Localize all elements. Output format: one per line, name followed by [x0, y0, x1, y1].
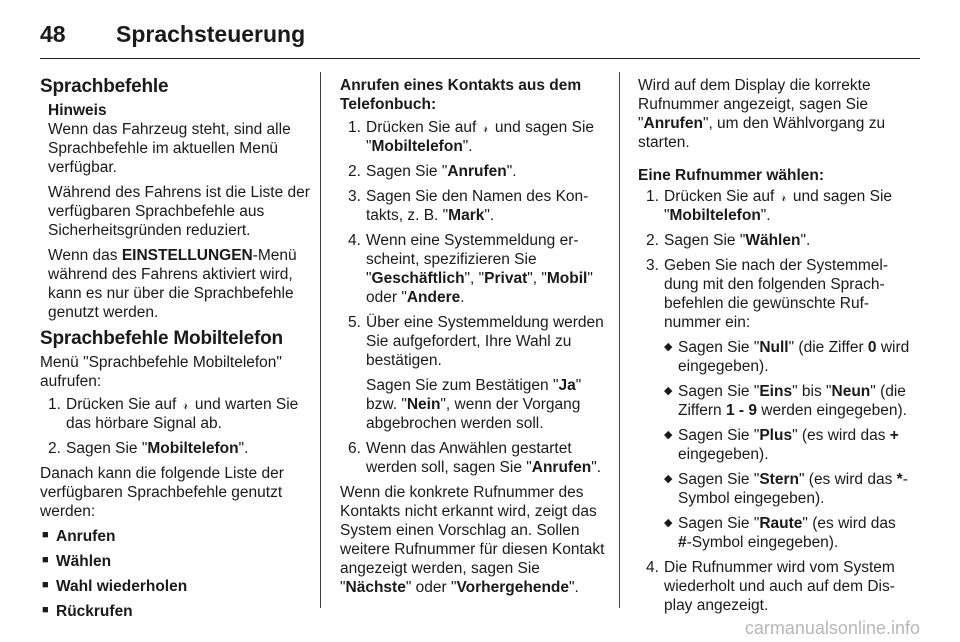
list-item: 1. Drücken Sie auf 𝓇 und sagen Sie "Mobiltelefon". — [646, 188, 893, 224]
note-text: Während des Fahrens ist die Liste der verfügbaren Sprachbefehle aus Sicherheitsgründen reduziert. — [48, 184, 310, 239]
note-title: Hinweis — [48, 102, 107, 119]
list-item: ◆ Sagen Sie "Eins" bis "Neun" (die Ziffern 1 - 9 werden eingegeben). — [664, 382, 910, 420]
list-item: 2. Sagen Sie "Wählen". — [646, 232, 811, 249]
command-list — [40, 527, 310, 621]
page-number: 48 — [40, 20, 66, 47]
list-item: 6. Wenn das Anwählen gestartet werden soll, sagen Sie "Anrufen". — [348, 440, 601, 476]
list-item: ◆ Sagen Sie "Raute" (es wird das #-Symbol eingegeben). — [664, 514, 910, 552]
digit-command-list — [664, 338, 910, 552]
voice-control-icon: 𝓇 — [482, 120, 489, 135]
steps-list — [638, 187, 910, 615]
chapter-title: Sprachsteuerung — [116, 20, 306, 47]
voice-control-icon: 𝓇 — [182, 397, 189, 412]
body-text: Wenn die konkrete Rufnummer des Kontakts nicht erkannt wird, zeigt das System einen Vorschlag an. Sollen weitere Rufnummer für diesen Kontakt angezeigt werden, sagen Sie "Nächste" oder "Vorhergehende". — [340, 484, 605, 596]
column-divider-1 — [320, 72, 321, 608]
list-item: 1. Drücken Sie auf 𝓇 und warten Sie das hörbare Signal ab. — [48, 396, 299, 432]
header-rule — [40, 58, 920, 59]
body-text: Danach kann die folgende Liste der verfügbaren Sprachbefehle genutzt werden: — [40, 465, 284, 520]
list-item: 3. Geben Sie nach der Systemmeldung mit den folgenden Sprachbefehlen die gewünschte Rufnummer ein: ◆ Sagen Sie "Null" (die Ziffer 0 wird eingegeben). ◆ Sagen Sie "Eins" bis "Neun" (die Ziffern 1 - 9 werden eingegeben). ◆ Sagen Sie "Plus" (es wird das + eingegeben). ◆ Sagen Sie "Stern" (es wird das *-Symbol eingegeben). ◆ Sagen Sie "Raute" (es wird das #-Symbol eingegeben). — [638, 256, 910, 552]
steps-list — [40, 395, 310, 458]
column-3 — [638, 70, 910, 621]
list-item: 3. Sagen Sie den Namen des Kontakts, z. B. "Mark". — [348, 188, 589, 224]
note-text: Wenn das EINSTELLUNGEN-Menü während des Fahrens aktiviert wird, kann es nur über die Sprachbefehle genutzt werden. — [48, 247, 297, 321]
steps-list — [340, 118, 610, 477]
list-item: ■ Wählen — [40, 552, 310, 571]
list-item: ◆ Sagen Sie "Stern" (es wird das *-Symbol eingegeben). — [664, 470, 910, 508]
column-divider-2 — [619, 72, 620, 608]
list-item: 5. Über eine Systemmeldung werden Sie aufgefordert, Ihre Wahl zu bestätigen. Sagen Sie zum Bestätigen "Ja" bzw. "Nein", wenn der Vorgang abgebrochen werden soll. — [348, 314, 604, 432]
column-2 — [340, 70, 610, 603]
list-item: ■ Rückrufen — [40, 602, 310, 621]
list-item: ■ Wahl wiederholen — [40, 577, 310, 596]
voice-control-icon: 𝓇 — [780, 189, 787, 204]
list-item: ■ Anrufen — [40, 527, 310, 546]
note-box — [40, 101, 310, 322]
list-item: ◆ Sagen Sie "Plus" (es wird das + eingegeben). — [664, 426, 910, 464]
page-header — [40, 14, 920, 54]
body-text: Wird auf dem Display die korrekte Rufnummer angezeigt, sagen Sie "Anrufen", um den Wählvorgang zu starten. — [638, 77, 886, 151]
subheading: Anrufen eines Kontakts aus dem Telefonbuch: — [340, 77, 582, 113]
column-1 — [40, 70, 310, 627]
list-item: 1. Drücken Sie auf 𝓇 und sagen Sie "Mobiltelefon". — [348, 119, 595, 155]
list-item: 2. Sagen Sie "Anrufen". — [348, 163, 517, 180]
subheading: Eine Rufnummer wählen: — [638, 167, 825, 184]
list-item: 2. Sagen Sie "Mobiltelefon". — [48, 440, 249, 457]
section-title: Sprachbefehle — [40, 76, 169, 97]
watermark: carmanualsonline.info — [744, 618, 920, 638]
list-item: ◆ Sagen Sie "Null" (die Ziffer 0 wird eingegeben). — [664, 338, 910, 376]
note-text: Wenn das Fahrzeug steht, sind alle Sprachbefehle im aktuellen Menü verfügbar. — [48, 121, 291, 176]
section-title-mobile: Sprachbefehle Mobiltelefon — [40, 328, 283, 349]
list-item: 4. Die Rufnummer wird vom System wiederholt und auch auf dem Display angezeigt. — [646, 559, 895, 614]
intro-text: Menü "Sprachbefehle Mobiltelefon" aufrufen: — [40, 354, 282, 390]
list-item: 4. Wenn eine Systemmeldung erscheint, spezifizieren Sie "Geschäftlich", "Privat", "Mobil" oder "Andere. — [348, 232, 593, 306]
